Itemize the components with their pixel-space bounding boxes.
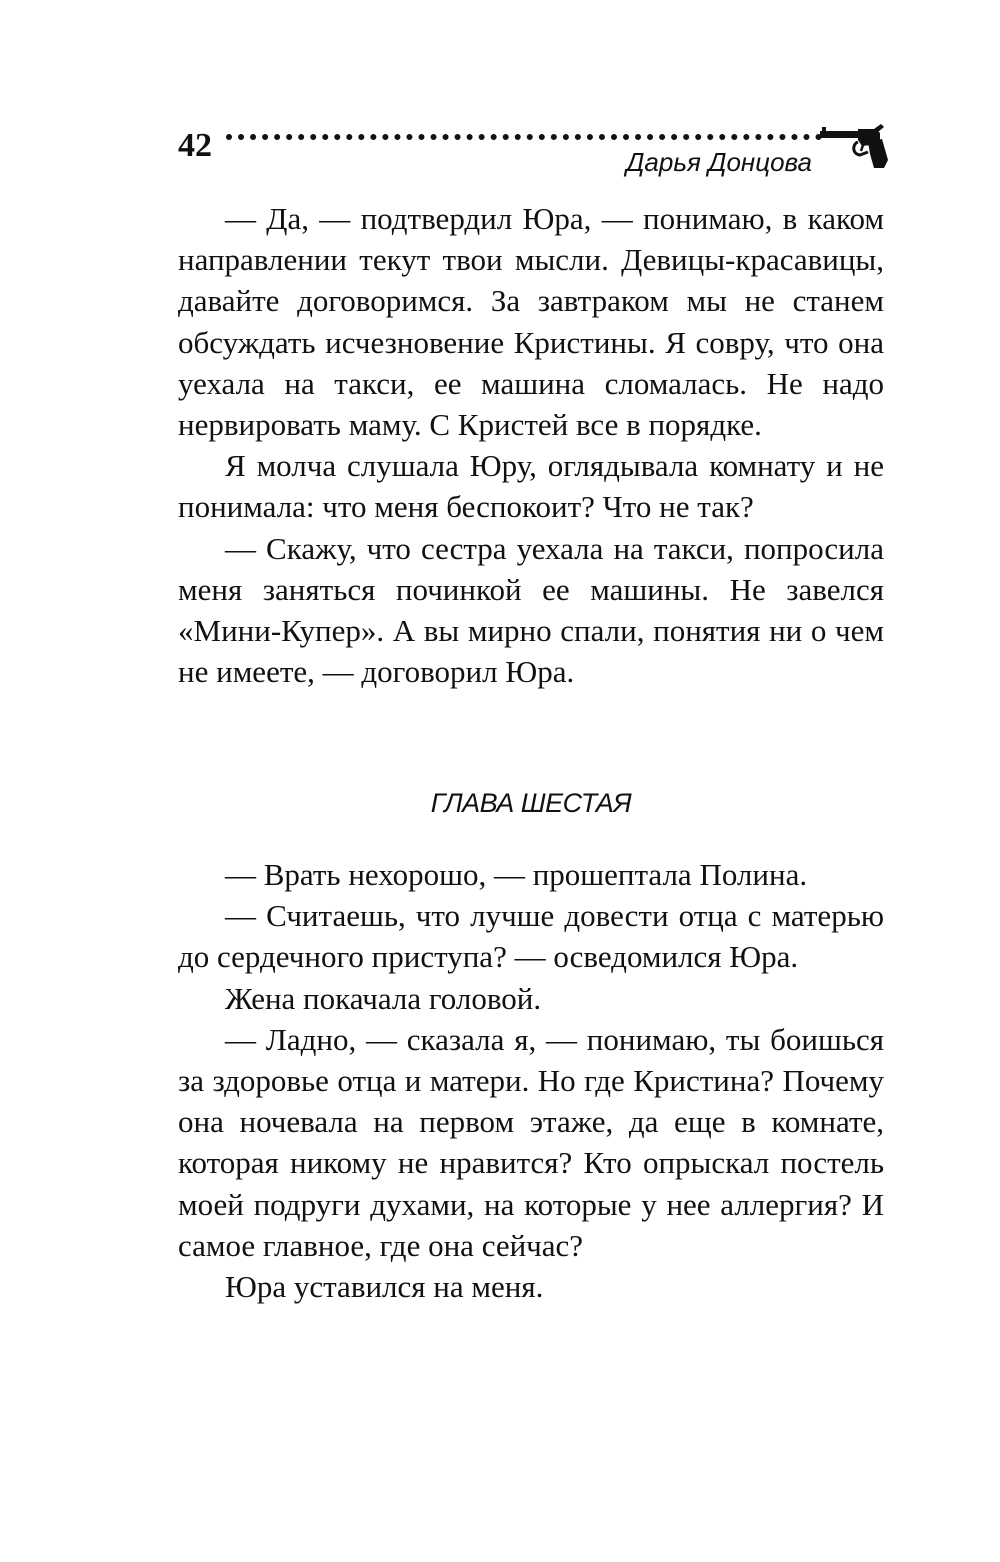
paragraph: — Ладно, — сказала я, — понимаю, ты боишься за здоровье отца и матери. Но где Кристина? Почему она ночевала на первом этаже, да еще в комнате, которая никому не нравится? Кто опрыскал постель моей подруги духами, на которые у нее аллергия? И самое главное, где она сейчас?: [178, 1021, 884, 1263]
body-text-bottom: [178, 854, 884, 1307]
running-header: [178, 122, 890, 192]
paragraph: — Врать нехорошо, — прошептала Полина.: [225, 857, 808, 892]
revolver-icon: [818, 124, 890, 170]
paragraph: — Скажу, что сестра уехала на такси, попросила меня заняться починкой ее машины. Не завелся «Мини-Купер». А вы мирно спали, понятия ни о чем не имеете, — договорил Юра.: [178, 530, 884, 690]
author-name: Дарья Донцова: [626, 147, 812, 177]
body-text-top: [178, 198, 884, 692]
paragraph: — Считаешь, что лучше довести отца с матерью до сердечного приступа? — осведомился Юра.: [178, 898, 884, 975]
chapter-title: ГЛАВА ШЕСТАЯ: [430, 788, 632, 818]
paragraph: Я молча слушала Юру, оглядывала комнату и не понимала: что меня беспокоит? Что не так?: [178, 448, 884, 525]
paragraph: Жена покачала головой.: [225, 980, 542, 1016]
paragraph: — Да, — подтвердил Юра, — понимаю, в каком направлении текут твои мысли. Девицы-красавицы, давайте договоримся. За завтраком мы не станем обсуждать исчезновение Кристины. Я совру, что она уехала на такси, ее машина сломалась. Не надо нервировать маму. С Кристей все в порядке.: [178, 201, 884, 443]
page-number: 42: [178, 127, 212, 164]
paragraph: Юра уставился на меня.: [225, 1269, 544, 1305]
header-dotted-rule: [226, 134, 822, 140]
